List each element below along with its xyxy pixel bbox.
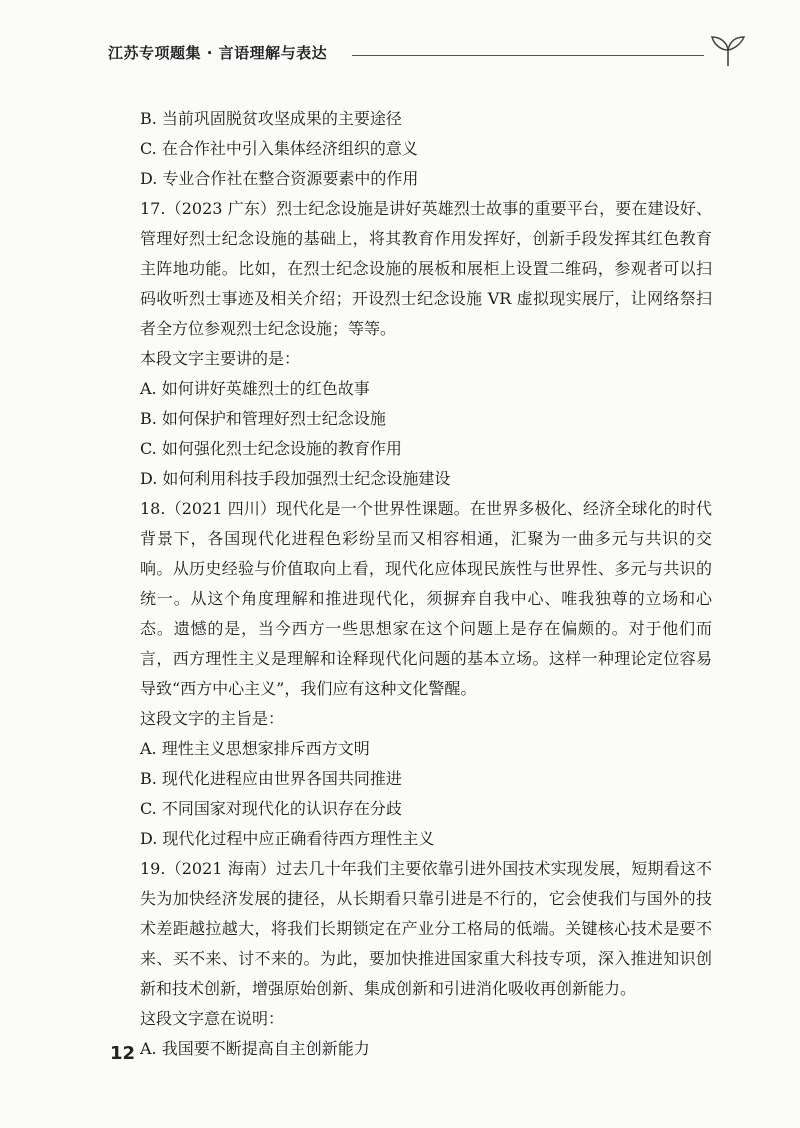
question-19-prompt: 这段文字意在说明： bbox=[140, 1009, 285, 1028]
header-title: 江苏专项题集 · 言语理解与表达 bbox=[108, 44, 328, 62]
option-b: B. 如何保护和管理好烈士纪念设施 bbox=[140, 409, 386, 428]
question-17-prompt: 本段文字主要讲的是： bbox=[140, 349, 301, 368]
option-d: D. 专业合作社在整合资源要素中的作用 bbox=[140, 169, 419, 188]
page-content bbox=[112, 104, 712, 1064]
option-c: C. 如何强化烈士纪念设施的教育作用 bbox=[140, 439, 402, 458]
option-c: C. 不同国家对现代化的认识存在分歧 bbox=[140, 799, 402, 818]
option-b: B. 当前巩固脱贫攻坚成果的主要途径 bbox=[140, 109, 402, 128]
sprout-icon bbox=[708, 34, 748, 68]
question-17: 17.（2023 广东）烈士纪念设施是讲好英雄烈士故事的重要平台，要在建设好、管理好烈士纪念设施的基础上，将其教育作用发挥好，创新手段发挥其红色教育主阵地功能。比如，在烈士纪念设施的展板和展柜上设置二维码，参观者可以扫码收听烈士事迹及相关介绍；开设烈士纪念设施 VR 虚拟现实展厅，让网络祭扫者全方位参观烈士纪念设施；等等。 bbox=[140, 199, 712, 338]
question-18: 18.（2021 四川）现代化是一个世界性课题。在世界多极化、经济全球化的时代背景下，各国现代化进程色彩纷呈而又相容相通，汇聚为一曲多元与共识的交响。从历史经验与价值取向上看，现代化应体现民族性与世界性、多元与共识的统一。从这个角度理解和推进现代化，须摒弃自我中心、唯我独尊的立场和心态。遗憾的是，当今西方一些思想家在这个问题上是存在偏颇的。对于他们而言，西方理性主义是理解和诠释现代化问题的基本立场。这样一种理论定位容易导致“西方中心主义”，我们应有这种文化警醒。 bbox=[140, 499, 712, 698]
option-d: D. 现代化过程中应正确看待西方理性主义 bbox=[140, 829, 435, 848]
running-header bbox=[108, 42, 748, 68]
question-19: 19.（2021 海南）过去几十年我们主要依靠引进外国技术实现发展，短期看这不失为加快经济发展的捷径，从长期看只靠引进是不行的，它会使我们与国外的技术差距越拉越大，将我们长期锁定在产业分工格局的低端。关键核心技术是要不来、买不来、讨不来的。为此，要加快推进国家重大科技专项，深入推进知识创新和技术创新，增强原始创新、集成创新和引进消化吸收再创新能力。 bbox=[140, 859, 712, 998]
option-a: A. 如何讲好英雄烈士的红色故事 bbox=[140, 379, 370, 398]
option-a: A. 我国要不断提高自主创新能力 bbox=[140, 1039, 370, 1058]
option-c: C. 在合作社中引入集体经济组织的意义 bbox=[140, 139, 418, 158]
header-rule bbox=[352, 55, 704, 56]
option-d: D. 如何利用科技手段加强烈士纪念设施建设 bbox=[140, 469, 451, 488]
option-b: B. 现代化进程应由世界各国共同推进 bbox=[140, 769, 402, 788]
option-a: A. 理性主义思想家排斥西方文明 bbox=[140, 739, 370, 758]
page-number: 12 bbox=[110, 1043, 136, 1064]
question-18-prompt: 这段文字的主旨是： bbox=[140, 709, 285, 728]
